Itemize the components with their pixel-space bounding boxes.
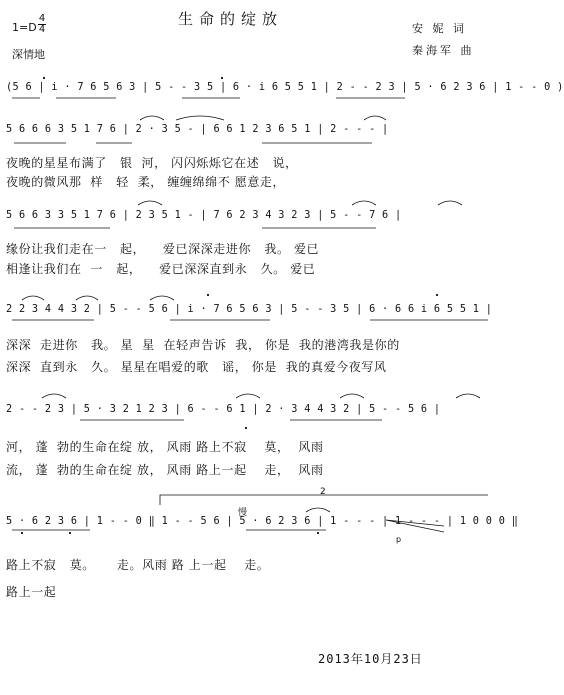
key-signature: 1=D bbox=[12, 21, 37, 34]
notation-line-3: 5 6 6 3 3 5 1 7 6 | 2 3 5 1 - | 7 6 2 3 4 3 2 3 | 5 - - 7 6 | bbox=[6, 210, 402, 221]
octave-dot bbox=[21, 532, 23, 534]
rit-marking: 慢 bbox=[238, 508, 248, 518]
time-signature-bottom: 4 bbox=[38, 24, 46, 35]
mood-marking: 深情地 bbox=[12, 48, 45, 61]
date-stamp: 2013年10月23日 bbox=[318, 652, 423, 666]
slur bbox=[364, 116, 386, 120]
lyricist-credit: 安 妮 词 bbox=[412, 22, 467, 35]
lyric-line: 河， 蓬 勃的生命在绽 放， 风雨 路上不寂 莫， 风雨 bbox=[6, 440, 324, 454]
lyric-line: 流， 蓬 勃的生命在绽 放， 风雨 路上一起 走， 风雨 bbox=[6, 463, 324, 477]
octave-dot bbox=[43, 77, 45, 79]
lyric-line: 路上一起 bbox=[6, 585, 57, 599]
octave-dot bbox=[436, 294, 438, 296]
slur bbox=[176, 116, 224, 120]
slur bbox=[352, 201, 376, 205]
time-signature-top: 4 bbox=[38, 13, 46, 24]
slur bbox=[306, 508, 330, 512]
octave-dot bbox=[69, 532, 71, 534]
slur bbox=[138, 201, 162, 205]
notation-line-4: 2 2 3 4 4 3 2 | 5 - - 5 6 | i · 7 6 5 6 3 | 5 - - 3 5 | 6 · 6 6 i 6 5 5 1 | bbox=[6, 304, 493, 315]
slur bbox=[42, 394, 66, 398]
slur bbox=[150, 296, 174, 300]
octave-dot bbox=[221, 77, 223, 79]
volta-number: 2 bbox=[320, 487, 326, 497]
dynamic-marking: p bbox=[396, 535, 402, 544]
slur bbox=[140, 116, 164, 120]
octave-dot bbox=[245, 427, 247, 429]
slur bbox=[456, 394, 480, 398]
slur bbox=[22, 296, 44, 300]
slur bbox=[76, 296, 98, 300]
song-title: 生命的绽放 bbox=[178, 10, 284, 28]
lyric-line: 夜晚的微风那 样 轻 柔， 缠缠绵绵不 愿意走， bbox=[6, 175, 286, 189]
slur bbox=[340, 394, 364, 398]
lyric-line: 路上不寂 莫。 走。风雨 路 上一起 走。 bbox=[6, 558, 270, 572]
octave-dot bbox=[207, 294, 209, 296]
notation-line-6: 5 · 6 2 3 6 | 1 - - 0 ‖ 1 - - 5 6 | 5 · 6 2 3 6 | 1 - - - | 1 - - - | 1 0 0 0 ‖ bbox=[6, 516, 519, 527]
composer-credit: 秦海军 曲 bbox=[412, 44, 475, 57]
time-signature bbox=[38, 14, 46, 35]
slur bbox=[236, 394, 260, 398]
lyric-line: 缘份让我们走在一 起， 爱已深深走进你 我。 爱已 bbox=[6, 242, 320, 256]
notation-line-2: 5 6 6 6 3 5 1 7 6 | 2 · 3 5 - | 6 6 1 2 3 6 5 1 | 2 - - - | bbox=[6, 124, 389, 135]
lyric-line: 深深 走进你 我。 星 星 在轻声告诉 我， 你是 我的港湾我是你的 bbox=[6, 338, 400, 352]
notation-line-5: 2 - - 2 3 | 5 · 3 2 1 2 3 | 6 - - 6 1 | 2 · 3 4 4 3 2 | 5 - - 5 6 | bbox=[6, 404, 441, 415]
lyric-line: 相逢让我们在 一 起， 爱已深深直到永 久。 爱已 bbox=[6, 262, 316, 276]
lyric-line: 夜晚的星星布满了 银 河， 闪闪烁烁它在述 说， bbox=[6, 156, 298, 170]
notation-line-1: (5 6 | i · 7 6 5 6 3 | 5 - - 3 5 | 6 · i 6 5 5 1 | 2 - - 2 3 | 5 · 6 2 3 6 | 1 - - 0 ) bbox=[6, 82, 564, 93]
slur bbox=[438, 201, 462, 205]
lyric-line: 深深 直到永 久。 星星在唱爱的歌 谣， 你是 我的真爱今夜写风 bbox=[6, 360, 387, 374]
octave-dot bbox=[317, 532, 319, 534]
